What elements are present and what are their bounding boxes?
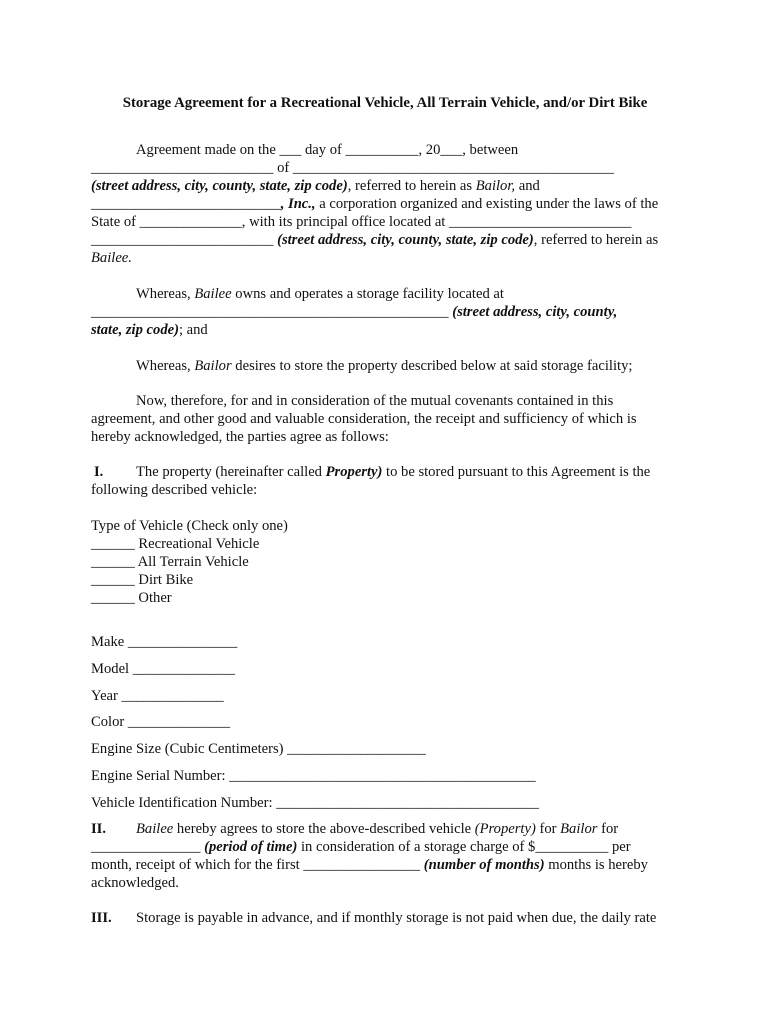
section-2-line-2: [91, 838, 631, 856]
whereas-text: Whereas,: [136, 286, 195, 302]
whereas-text: owns and operates a storage facility located at: [231, 286, 504, 302]
section-text: for: [597, 821, 619, 837]
whereas-2: [136, 357, 632, 375]
months-label: (number of months): [423, 857, 545, 873]
section-2-line-4: acknowledged.: [91, 875, 179, 891]
intro-line-2: _________________________ of ____________________________________________: [91, 160, 614, 176]
section-number: II.: [91, 821, 107, 837]
bailee-address-blank: _________________________: [91, 232, 278, 248]
section-text: Storage is payable in advance, and if monthly storage is not paid when due, the daily rate: [136, 910, 657, 926]
bailor-term: Bailor: [560, 821, 598, 837]
inc-label: , Inc.,: [280, 196, 316, 212]
intro-line-4: [91, 195, 658, 213]
field-vin: Vehicle Identification Number: ____________________________________: [91, 795, 539, 811]
section-text: months is hereby: [544, 857, 648, 873]
whereas-text: Whereas,: [136, 358, 195, 374]
field-engine-size: Engine Size (Cubic Centimeters) ___________________: [91, 741, 426, 757]
bailee-address-label: (street address, city, county, state, zip code): [277, 232, 534, 248]
field-model: Model ______________: [91, 661, 235, 677]
facility-address-label: (street address, city, county,: [452, 304, 618, 320]
field-engine-serial: Engine Serial Number: __________________________________________: [91, 768, 536, 784]
now-therefore-line-2: agreement, and other good and valuable consideration, the receipt and sufficiency of which is: [91, 411, 637, 427]
whereas-1-line-3: [91, 321, 208, 339]
intro-text: , referred to herein as: [533, 232, 659, 248]
bailee-term: Bailee: [136, 821, 174, 837]
vehicle-type-recreational: ______ Recreational Vehicle: [91, 536, 260, 552]
section-text: hereby agrees to store the above-described vehicle: [173, 821, 475, 837]
property-term: Property): [325, 464, 383, 480]
field-color: Color ______________: [91, 714, 231, 730]
intro-line-1: Agreement made on the ___ day of __________, 20___, between: [136, 142, 519, 158]
section-text: for: [535, 821, 561, 837]
section-1-line-2: following described vehicle:: [91, 482, 258, 498]
section-2-line-1: [91, 820, 618, 838]
whereas-1-line-2: [91, 303, 617, 321]
vehicle-type-atv: ______ All Terrain Vehicle: [91, 554, 249, 570]
intro-text: and: [515, 178, 540, 194]
intro-text: , referred to herein as: [347, 178, 476, 194]
bailee-term: Bailee: [194, 286, 232, 302]
section-text: to be stored pursuant to this Agreement is the: [382, 464, 651, 480]
intro-line-3: [91, 177, 540, 195]
intro-line-5: State of ______________, with its principal office located at _________________________: [91, 214, 632, 230]
facility-address-label-cont: state, zip code): [91, 322, 179, 338]
now-therefore-line-1: Now, therefore, for and in consideration of the mutual covenants contained in this: [136, 393, 614, 409]
period-blank: _______________: [91, 839, 205, 855]
section-text: month, receipt of which for the first ________________: [91, 857, 424, 873]
section-3-line-1: [91, 909, 656, 927]
field-make: Make _______________: [91, 634, 238, 650]
bailor-address-label: (street address, city, county, state, zip code): [91, 178, 348, 194]
now-therefore-line-3: hereby acknowledged, the parties agree as follows:: [91, 429, 389, 445]
vehicle-type-other: ______ Other: [91, 590, 172, 606]
document-title: Storage Agreement for a Recreational Vehicle, All Terrain Vehicle, and/or Dirt Bike: [122, 95, 648, 111]
whereas-text: desires to store the property described below at said storage facility;: [231, 358, 633, 374]
vehicle-type-heading: Type of Vehicle (Check only one): [91, 518, 288, 534]
facility-address-blank: _________________________________________________: [91, 304, 453, 320]
bailor-term: Bailor: [194, 358, 232, 374]
section-text: The property (hereinafter called: [136, 464, 326, 480]
vehicle-type-dirt-bike: ______ Dirt Bike: [91, 572, 194, 588]
section-number: I.: [94, 464, 104, 480]
section-text: in consideration of a storage charge of $__________ per: [297, 839, 631, 855]
whereas-1-line-1: [136, 285, 504, 303]
whereas-text: ; and: [178, 322, 208, 338]
period-label: (period of time): [204, 839, 298, 855]
intro-line-6: [91, 231, 658, 249]
bailor-term: Bailor,: [475, 178, 516, 194]
intro-text: a corporation organized and existing under the laws of the: [315, 196, 659, 212]
property-term: (Property): [474, 821, 536, 837]
section-2-line-3: [91, 856, 648, 874]
company-blank: __________________________: [91, 196, 281, 212]
bailee-term: Bailee.: [91, 250, 132, 266]
section-number: III.: [91, 910, 112, 926]
section-1-line-1: [94, 463, 650, 481]
field-year: Year ______________: [91, 688, 224, 704]
